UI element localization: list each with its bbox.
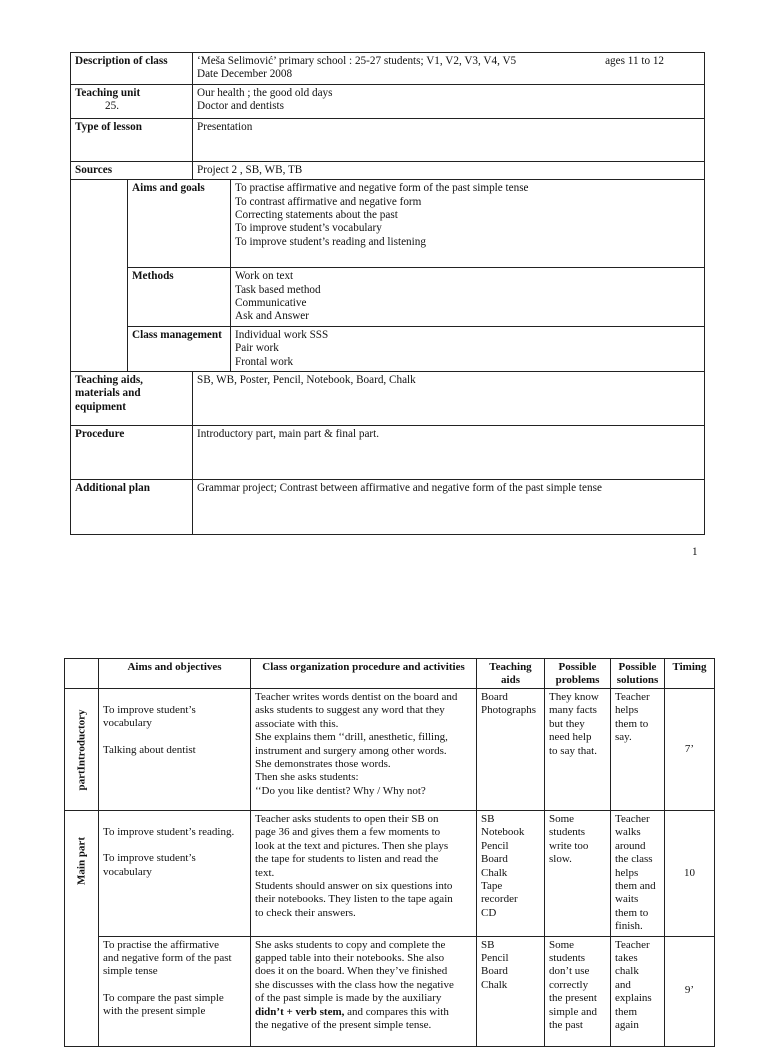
teaching-aids-value: SB, WB, Poster, Pencil, Notebook, Board, Chalk [193,372,705,426]
procedure-line: she discusses with the class how the negative [255,978,454,991]
problems-line: need help [549,731,592,744]
aids-line: Board [481,965,508,978]
table-row [65,689,715,811]
solutions-line: Teacher [615,938,650,951]
page-number: 1 [692,546,698,558]
procedure-line: ‘‘Do you like dentist? Why / Why not? [255,784,426,797]
teaching-unit-number: 25. [105,100,119,113]
sources-label: Sources [71,161,193,179]
procedure-line: does it on the board. When they’ve finished [255,965,448,978]
problems-cell [545,689,611,811]
solutions-header [611,659,665,689]
procedure-line: She explains them ‘‘drill, anesthetic, filling, [255,731,448,744]
solutions-cell [611,936,665,1046]
methods-line: Task based method [235,283,321,296]
methods-value [231,268,705,327]
aims-line: with the present simple [103,1005,206,1018]
procedure-line: Teacher asks students to open their SB on [255,813,439,825]
problems-line: but they [549,717,585,730]
teaching-unit-label-cell [71,84,193,118]
teaching-unit-line: Doctor and dentists [197,100,285,113]
solutions-cell [611,689,665,811]
aids-line: Notebook [481,826,525,839]
aims-line: simple tense [103,965,158,978]
methods-row [71,268,705,327]
part-label: Main part [74,837,87,885]
lesson-info-table [70,52,705,535]
aids-line: Chalk [481,978,508,991]
procedure-line: She demonstrates those words. [255,758,391,771]
class-management-line: Individual work SSS [235,328,329,341]
class-management-row [71,326,705,371]
aids-line: Photographs [481,704,536,717]
teaching-unit-value [193,84,705,118]
timing-cell: 9’ [665,936,715,1046]
aids-header-line: Teaching [489,661,532,673]
solutions-line: helps [615,704,639,717]
problems-line: simple and [549,1005,597,1018]
teaching-aids-label: equipment [75,400,126,413]
solutions-line: them and [615,880,656,893]
table-row [65,936,715,1046]
procedure-line-mixed [255,1006,472,1019]
procedure-cell [251,689,477,811]
procedure-line: of the past simple is made by the auxiliary [255,992,442,1005]
methods-label: Methods [128,268,231,327]
solutions-line: Teacher [615,691,650,703]
timing-header: Timing [665,659,715,689]
aids-line: SB [481,813,495,825]
aids-cell [477,936,545,1046]
aims-goals-line: To improve student’s vocabulary [235,222,382,235]
aids-header-line: aids [501,673,520,686]
aids-line: Tape [481,880,503,893]
aims-cell [99,689,251,811]
aims-line: vocabulary [103,717,152,730]
class-management-value [231,326,705,371]
methods-line: Ask and Answer [235,310,309,323]
procedure-line: text. [255,866,275,879]
type-of-lesson-label: Type of lesson [71,118,193,161]
aims-goals-line: To contrast affirmative and negative form [235,195,422,208]
procedure-header-row [65,659,715,689]
aims-line: and negative form of the past [103,952,232,965]
teaching-unit-label: Teaching unit [75,86,141,99]
solutions-line: waits [615,893,639,906]
class-management-label: Class management [128,326,231,371]
aims-header: Aims and objectives [99,659,251,689]
teaching-unit-line: Our health ; the good old days [197,86,333,99]
teaching-aids-label: materials and [75,387,141,400]
procedure-line: the negative of the present simple tense. [255,1019,432,1032]
type-of-lesson-row [71,118,705,161]
solutions-line: the class [615,853,653,866]
aids-line: Chalk [481,866,508,879]
solutions-line: around [615,839,646,852]
procedure-value: Introductory part, main part & final part. [193,426,705,480]
part-cell [65,811,99,1047]
problems-line: Some [549,813,575,825]
problems-line: don’t use [549,965,590,978]
school-text: ‘Meša Selimović’ primary school : 25-27 students; V1, V2, V3, V4, V5 [197,55,517,67]
problems-line: students [549,826,586,839]
part-header [65,659,99,689]
procedure-line: Then she asks students: [255,771,359,784]
date-text: Date December 2008 [197,68,293,81]
additional-plan-row [71,480,705,535]
part-label: partIntroductory [74,708,87,791]
solutions-header-line: solutions [616,673,659,686]
aims-line: vocabulary [103,865,152,878]
additional-plan-label: Additional plan [71,480,193,535]
solutions-line: Teacher [615,813,650,825]
solutions-line: them to [615,906,649,919]
timing-cell: 7’ [665,689,715,811]
procedure-line: asks students to suggest any word that they [255,704,445,717]
problems-header [545,659,611,689]
procedure-line: associate with this. [255,717,339,730]
class-management-line: Pair work [235,342,279,355]
procedure-line: their notebooks. They listen to the tape again [255,893,453,906]
procedure-bold-text: didn’t + verb stem, [255,1005,345,1018]
aims-line: To compare the past simple [103,991,224,1004]
problems-line: the past [549,1019,583,1032]
problems-line: to say that. [549,744,597,757]
aims-line: To practise the affirmative [103,938,220,951]
aids-line: Pencil [481,839,509,852]
aids-line: CD [481,906,497,919]
problems-line: many facts [549,704,597,717]
solutions-line: chalk [615,965,639,978]
procedure-line: Students should answer on six questions into [255,880,453,893]
aids-cell [477,811,545,937]
procedure-after-bold: and compares this with [344,1005,449,1018]
description-row [71,53,705,85]
lesson-procedure-table [64,658,715,1047]
aims-goals-row [71,180,705,268]
class-management-line: Frontal work [235,355,294,368]
procedure-label: Procedure [71,426,193,480]
teaching-aids-row [71,372,705,426]
aims-line: Talking about dentist [103,743,196,756]
solutions-line: them [615,1005,637,1018]
aims-line: To improve student’s reading. [103,826,235,838]
procedure-line: look at the text and pictures. Then she plays [255,839,449,852]
solutions-header-line: Possible [618,661,657,673]
sources-value: Project 2 , SB, WB, TB [193,161,705,179]
procedure-header: Class organization procedure and activities [251,659,477,689]
aids-line: Pencil [481,952,509,965]
teaching-unit-row [71,84,705,118]
problems-line: the present [549,992,597,1005]
solutions-line: again [615,1019,639,1032]
timing-cell: 10 [665,811,715,937]
teaching-aids-label: Teaching aids, [75,374,143,387]
problems-header-line: Possible [558,661,597,673]
aids-line: Board [481,691,508,703]
part-cell [65,689,99,811]
solutions-line: finish. [615,920,643,933]
description-value [193,53,705,85]
solutions-line: takes [615,952,638,965]
aims-goals-line: Correcting statements about the past [235,209,398,222]
procedure-line: gapped table into their notebooks. She also [255,952,445,965]
solutions-line: them to [615,717,649,730]
teaching-aids-label-cell [71,372,193,426]
problems-cell [545,936,611,1046]
problems-line: correctly [549,978,589,991]
procedure-line: page 36 and gives them a few moments to [255,826,441,839]
aids-line: SB [481,938,495,951]
solutions-cell [611,811,665,937]
solutions-line: walks [615,826,641,839]
solutions-line: and [615,978,631,991]
table-row [65,811,715,937]
aids-cell [477,689,545,811]
problems-line: Some [549,938,575,951]
aims-goals-value [231,180,705,268]
aims-line: To improve student’s [103,852,196,865]
methods-line: Work on text [235,270,294,283]
problems-line: write too [549,839,589,852]
solutions-line: explains [615,992,652,1005]
solutions-line: say. [615,731,632,744]
description-label: Description of class [71,53,193,85]
aims-goals-line: To improve student’s reading and listening [235,235,426,248]
solutions-line: helps [615,866,639,879]
additional-plan-value: Grammar project; Contrast between affirmative and negative form of the past simple tense [193,480,705,535]
procedure-line: to check their answers. [255,906,356,919]
type-of-lesson-value: Presentation [193,118,705,161]
procedure-line: the tape for students to listen and read the [255,853,439,866]
ages-text: ages 11 to 12 [605,55,665,67]
problems-cell [545,811,611,937]
procedure-line: Teacher writes words dentist on the board and [255,691,458,703]
aims-cell [99,936,251,1046]
methods-line: Communicative [235,297,307,310]
aims-goals-label: Aims and goals [128,180,231,268]
aims-goals-line: To practise affirmative and negative form of the past simple tense [235,182,529,195]
problems-line: slow. [549,853,572,866]
aids-header [477,659,545,689]
sources-row [71,161,705,179]
problems-line: They know [549,691,599,703]
aims-line: To improve student’s [103,704,196,716]
empty-side-cell [71,180,128,372]
procedure-row [71,426,705,480]
aims-cell [99,811,251,937]
procedure-cell [251,811,477,937]
procedure-line: instrument and surgery among other words. [255,744,447,757]
problems-line: students [549,952,586,965]
problems-header-line: problems [555,673,600,686]
aids-line: Board [481,853,508,866]
procedure-cell [251,936,477,1046]
aids-line: recorder [481,893,518,906]
procedure-line: She asks students to copy and complete the [255,938,446,951]
